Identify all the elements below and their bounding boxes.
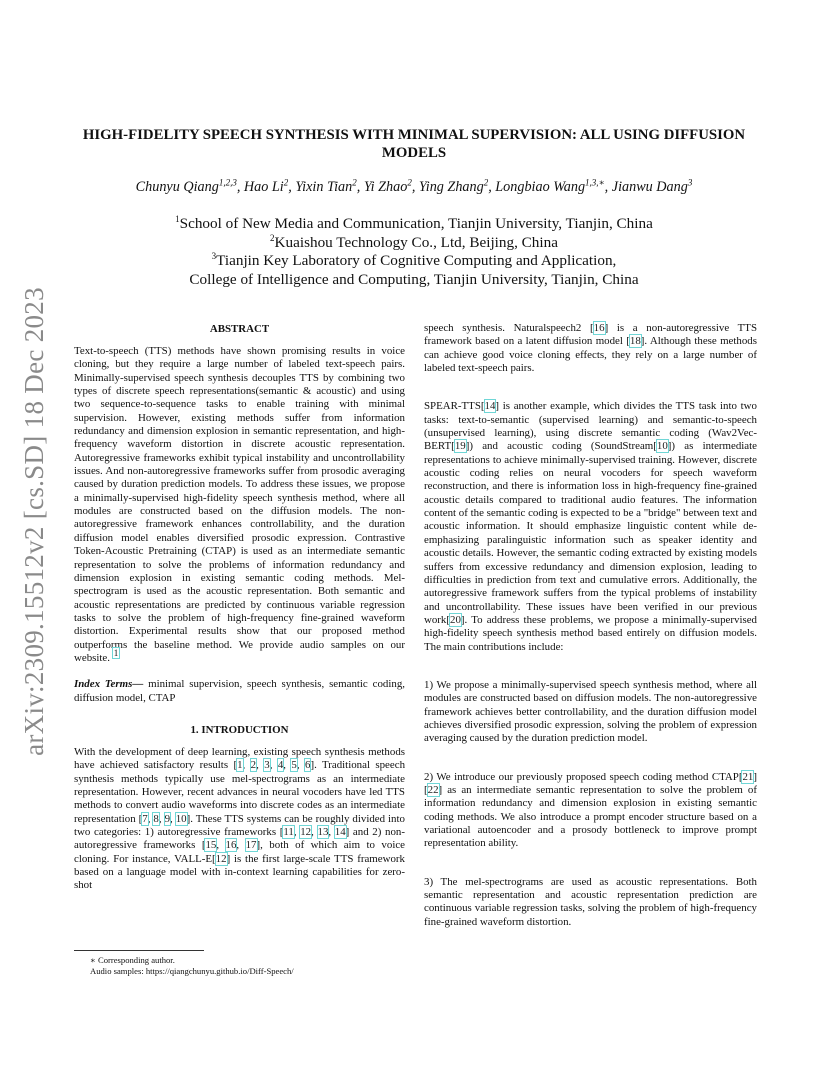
affiliation: $^2$Kuaishou Technology Co., Ltd, Beijing, China <box>270 232 558 251</box>
author: Yixin Tian$^2$ <box>295 177 357 195</box>
citation-link[interactable]: 16 <box>225 839 237 852</box>
author: Jianwu Dang$^3$ <box>611 177 693 195</box>
citation-link[interactable]: 9 <box>164 812 171 825</box>
citation-link[interactable]: 8 <box>153 812 159 825</box>
affiliation: $^1$School of New Media and Communication, Tianjin University, Tianjin, China <box>175 213 653 232</box>
citation-link[interactable]: 10 <box>175 812 187 825</box>
footnotes <box>74 950 405 977</box>
citation-link[interactable]: 16 <box>593 322 605 334</box>
contribution-item: 1) We propose a minimally-supervised speech synthesis method, where all modules are constructed based on diffusion models. The non-autoregressive framework achieves better controllability, and the duration diffusion model achieves diversified prosodic expression, solving the problem of expression averaging caused by the duration prediction model. <box>424 678 757 745</box>
citation-link[interactable]: 21 <box>742 770 754 783</box>
citation-link[interactable]: 14 <box>484 400 496 413</box>
citation-link[interactable]: 19 <box>454 440 466 453</box>
body-paragraph: speech synthesis. Naturalspeech2 [16] is a non-autoregressive TTS framework based on a latent diffusion model [18]. Although these methods can achieve good voice cloning effects, they rely on a large number of labeled text-speech pairs. <box>424 322 757 375</box>
affiliation-block <box>80 215 748 289</box>
affiliation: $^3$Tianjin Key Laboratory of Cognitive Computing and Application, <box>211 250 617 269</box>
affiliation: College of Intelligence and Computing, Tianjin University, Tianjin, China <box>189 270 639 288</box>
section-heading-introduction: 1. INTRODUCTION <box>190 723 289 736</box>
citation-link[interactable]: 1 <box>237 759 243 772</box>
citation-link[interactable]: 12 <box>300 826 312 838</box>
citation-link[interactable]: 20 <box>450 613 461 626</box>
citation-link[interactable]: 15 <box>205 839 217 852</box>
citation-link[interactable]: 2 <box>250 759 257 772</box>
paper-title: HIGH-FIDELITY SPEECH SYNTHESIS WITH MINIMAL SUPERVISION: ALL USING DIFFUSION MODELS <box>82 127 746 161</box>
index-terms: Index Terms— minimal supervision, speech synthesis, semantic coding, diffusion model, CTAP <box>74 678 405 704</box>
citation-link[interactable]: 4 <box>277 759 284 772</box>
citation-link[interactable]: 3 <box>264 759 270 772</box>
citation-link[interactable]: 18 <box>629 335 641 348</box>
index-terms-label: Index Terms— <box>74 678 144 691</box>
body-paragraph: SPEAR-TTS[14] is another example, which divides the TTS task into two tasks: text-to-semantic (supervised learning) and semantic-to-speech (unsupervised learning), using discrete semantic coding (Wav2Vec-BERT[19]) and acoustic coding (SoundStream[10]) as intermediate representations to achieve minimally-supervised training. However, discrete acoustic coding relies on neural vocoders for speech waveform reconstruction, and there is information loss in high-frequency fine-grained acoustic details compared to traditional audio features. The information content of the semantic coding is expected to be a "bridge" between text and acoustic information. It should emphasize linguistic content while de-emphasizing paralinguistic information such as speaker identity and acoustic details. However, the semantic coding extracted by existing models suffers from excessive redundancy and dimension explosion, leading to difficulties in prediction from text and cumulative errors. Additionally, the autoregressive framework suffers from the typical problems of instability and uncontrollability. These issues have been verified in our previous work[20]. To address these problems, we propose a minimally-supervised high-fidelity speech synthesis method based entirely on diffusion models. The main contributions include: <box>424 400 757 653</box>
intro-paragraph: With the development of deep learning, existing speech synthesis methods have achieved satisfactory results [1, 2, 3, 4, 5, 6]. Traditional speech synthesis methods typically use mel-spectrograms as an intermediate representation. However, recent advances in neural vocoders have led TTS methods to convert audio waveforms into discrete codes as an intermediate representation [7, 8, 9, 10]. These TTS systems can be roughly divided into two categories: 1) autoregressive frameworks [11, 12, 13, 14] and 2) non-autoregressive frameworks [15, 16, 17], both of which aim to voice cloning. For instance, VALL-E[12] is the first large-scale TTS framework based on a language model with in-context learning capabilities for zero-shot <box>74 745 406 892</box>
author: Hao Li$^2$ <box>243 177 289 195</box>
right-column <box>424 322 757 929</box>
author: Chunyu Qiang$^{1,2,3}$ <box>135 177 237 195</box>
contribution-item: 2) We introduce our previously proposed speech coding method CTAP[21][22] as an intermediate semantic representation to solve the problem of information redundancy and dimension explosion in existing semantic coding methods. We also introduce a prompt encoder structure based on a variational autoencoder and a prosody bottleneck to improve prompt representation ability. <box>424 770 757 850</box>
citation-link[interactable]: 10 <box>656 440 668 453</box>
contribution-item: 3) The mel-spectrograms are used as acoustic representations. Both semantic representation and acoustic representation prediction are continuous variable regression tasks, solving the problem of high-frequency fine-grained waveform distortion. <box>424 875 757 928</box>
left-column <box>74 322 405 893</box>
citation-link[interactable]: 22 <box>427 783 439 796</box>
abstract-text: Text-to-speech (TTS) methods have shown promising results in voice cloning, but they require a large number of labeled text-speech pairs. Minimally-supervised speech synthesis decouples TTS by combining two types of discrete speech representations(semantic & acoustic) and using two sequence-to-sequence tasks to enable training with minimal supervision. However, existing methods suffer from information redundancy and dimension explosion in semantic representation, and high-frequency waveform distortion in discrete acoustic representation. Autoregressive frameworks exhibit typical instability and uncontrollability issues. And non-autoregressive frameworks suffer from prosodic averaging caused by duration prediction models. To address these issues, we propose a minimally-supervised high-fidelity speech synthesis method, where all modules are constructed based on the diffusion models. The non-autoregressive framework enhances controllability, and the duration diffusion model enables diversified prosodic expression. Contrastive Token-Acoustic Pretraining (CTAP) is used as an intermediate semantic representation to solve the problems of information redundancy and dimension explosion in existing semantic coding methods. Mel-spectrogram is used as the acoustic representation. Both semantic and acoustic representations are predicted by continuous variable regression tasks to solve the problem of high-frequency fine-grained waveform distortion. Experimental results show that our proposed method outperforms the baseline method. We provide audio samples on our website. $^1$ <box>74 345 405 664</box>
citation-link[interactable]: 7 <box>142 812 148 825</box>
citation-link[interactable]: 17 <box>245 839 257 852</box>
footnote-link[interactable]: 1 <box>113 648 119 659</box>
arxiv-identifier <box>8 282 60 760</box>
arxiv-id-text: arXiv:2309.15512v2 [cs.SD] 18 Dec 2023 <box>18 286 49 756</box>
footnote-divider <box>74 950 204 951</box>
citation-link[interactable]: 6 <box>304 759 311 772</box>
author: Yi Zhao$^2$ <box>363 177 412 195</box>
citation-link[interactable]: 13 <box>317 826 329 838</box>
author: Longbiao Wang$^{1,3,∗}$ <box>495 177 605 195</box>
citation-link[interactable]: 12 <box>215 852 227 865</box>
footnote-audio-samples: Audio samples: https://qiangchunyu.github.io/Diff-Speech/ <box>90 966 294 976</box>
author: Ying Zhang$^2$ <box>418 177 489 195</box>
citation-link[interactable]: 11 <box>283 826 294 838</box>
citation-link[interactable]: 14 <box>334 826 346 838</box>
abstract-heading: ABSTRACT <box>209 323 270 335</box>
footnote-corresponding: ∗ Corresponding author. <box>90 955 175 965</box>
citation-link[interactable]: 5 <box>291 759 297 772</box>
author-list: Chunyu Qiang$^{1,2,3}$, Hao Li$^2$, Yixin Tian$^2$, Yi Zhao$^2$, Ying Zhang$^2$, Longbiao Wang$^{1,3,∗}$, Jianwu Dang$^3$ <box>135 177 693 195</box>
